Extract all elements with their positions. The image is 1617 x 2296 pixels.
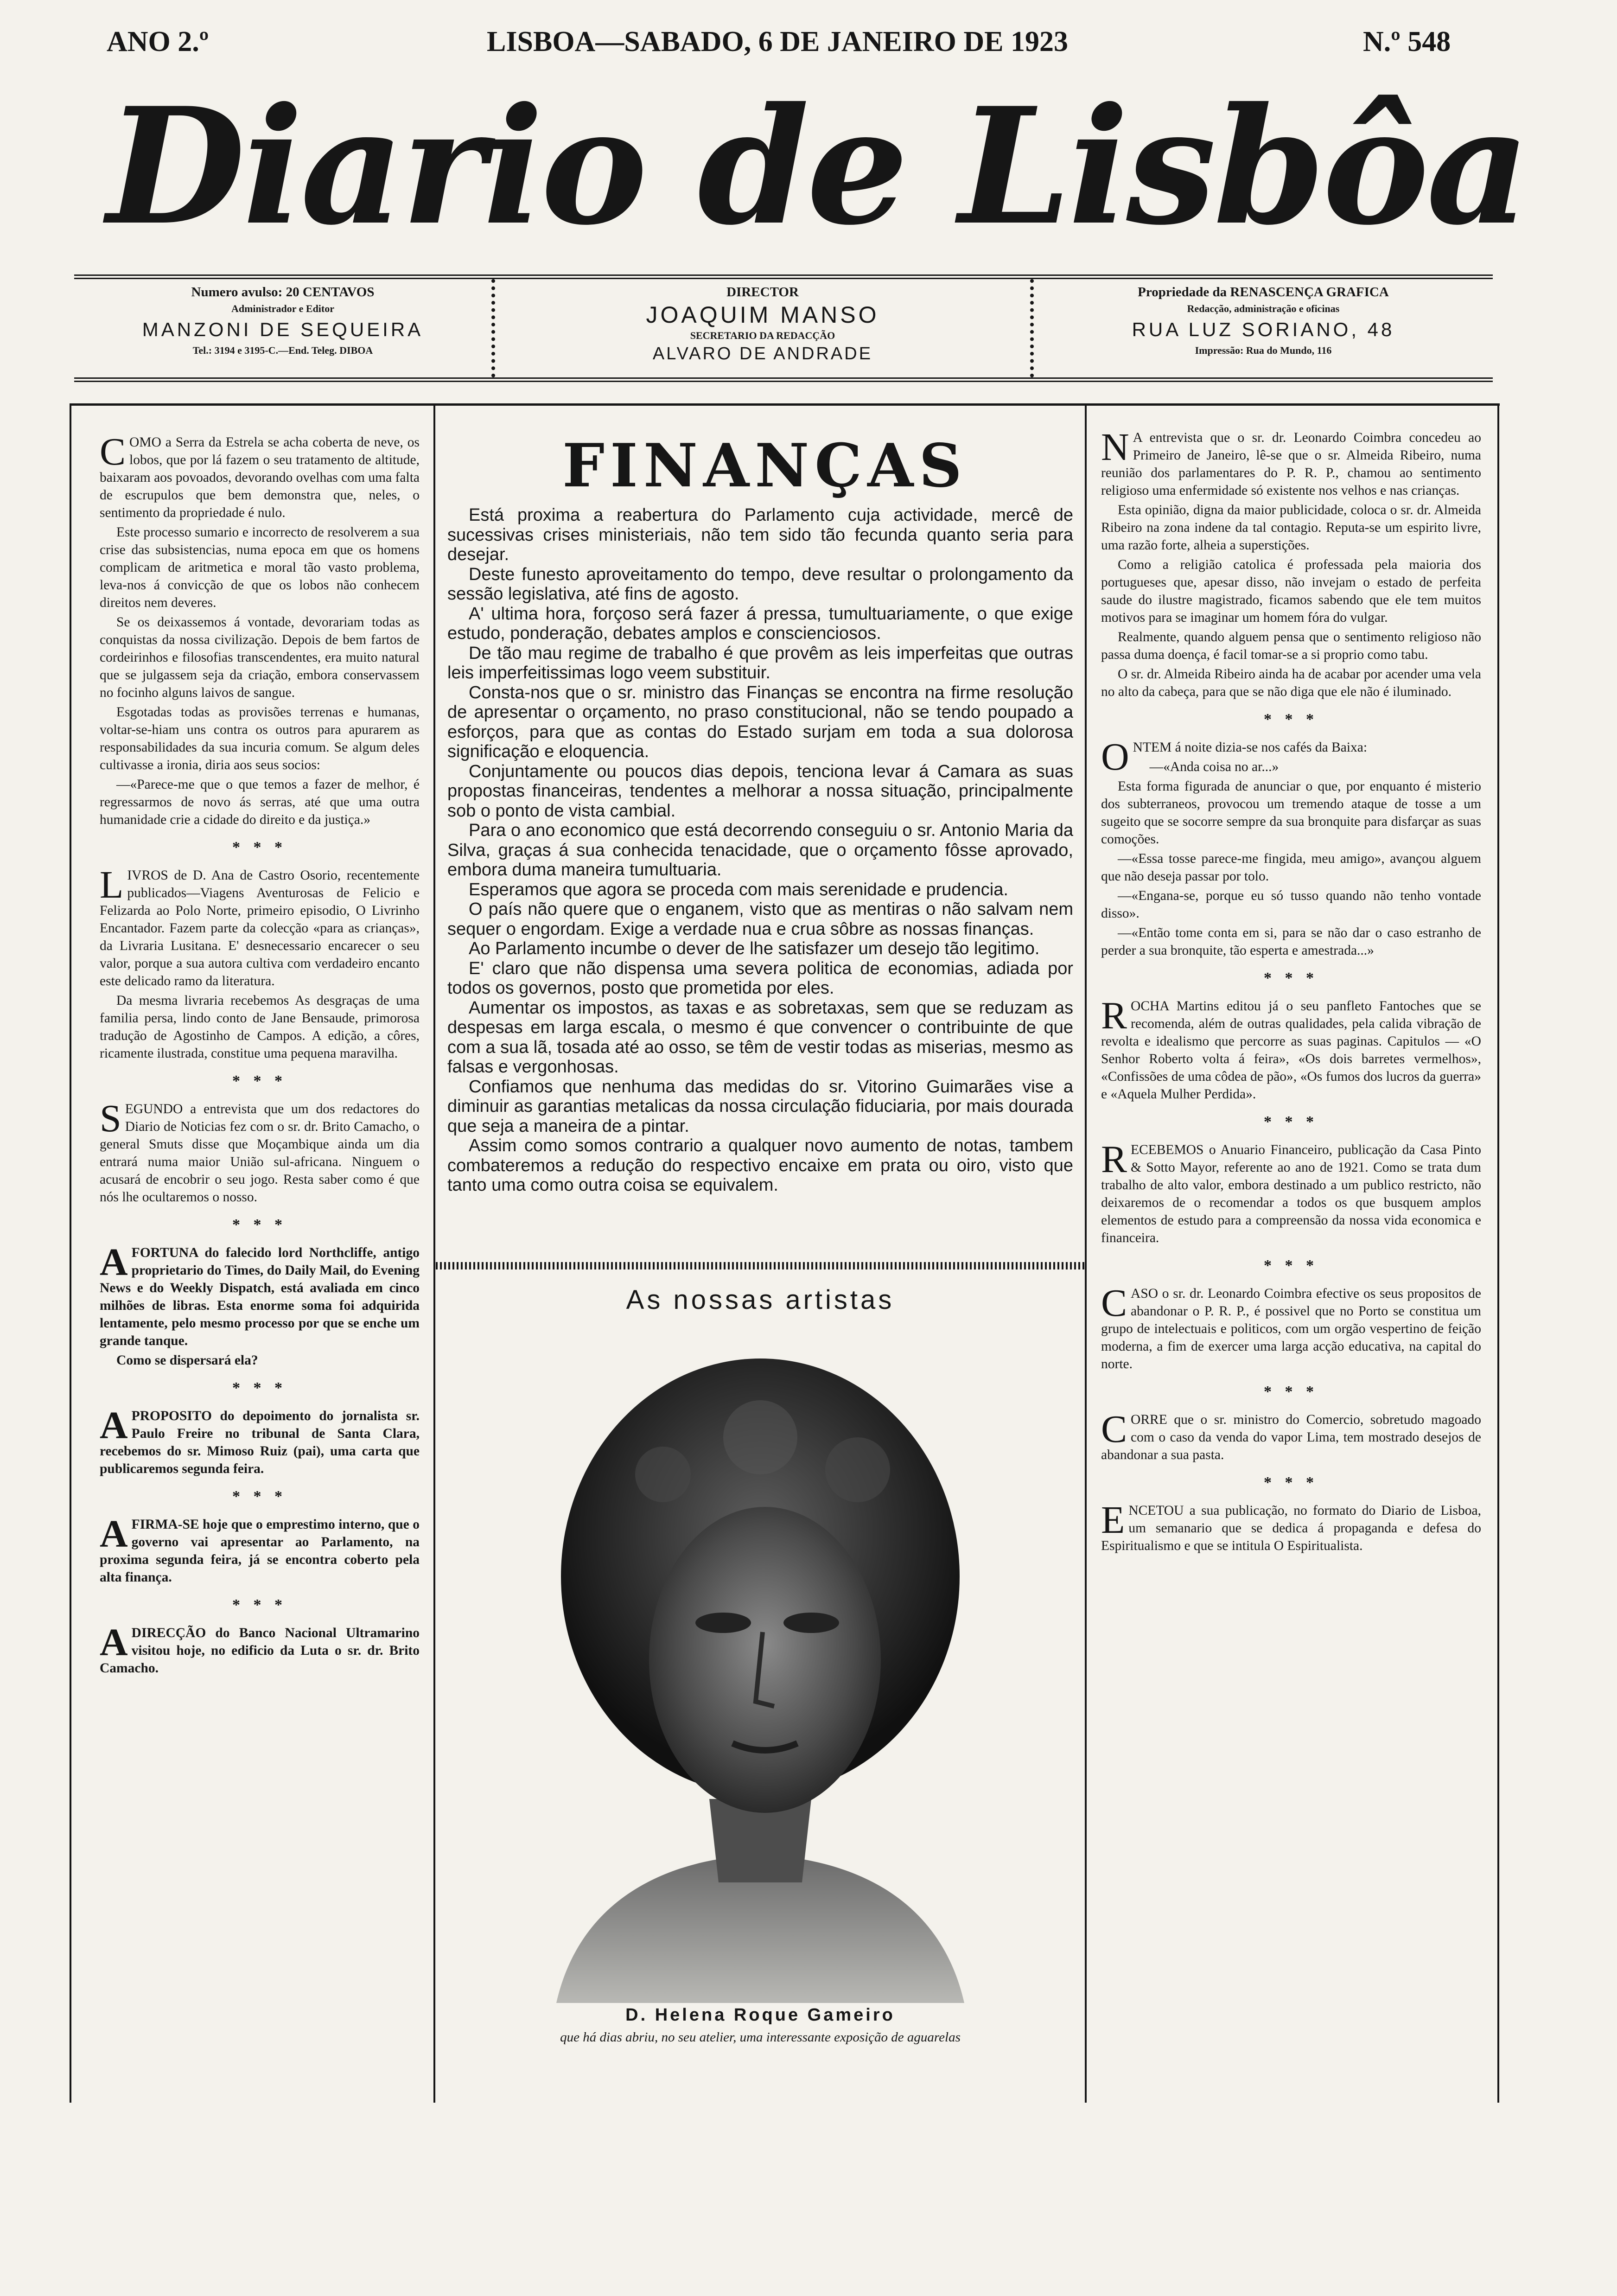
- right-column-item: [1101, 501, 1481, 554]
- paragraph-text: ASO o sr. dr. Leonardo Coimbra efective os seus propositos de abandonar o P. R. P., é possivel que no Porto se constitua um grupo de intelectuais e politicos, com um orgão vespertino de feição moderna, a fim de exercer uma larga acção educativa, na capital do norte.: [1101, 1286, 1481, 1371]
- paragraph-text: A entrevista que o sr. dr. Leonardo Coimbra concedeu ao Primeiro de Janeiro, lê-se que o sr. Almeida Ribeiro, numa reunião dos parlamentares do P. R. P., chamou ao sentimento religioso uma enfermidade só existente nos velhos e nas crianças.: [1101, 430, 1481, 498]
- issue-number: N.º 548: [1363, 26, 1451, 57]
- right-column-item: [1101, 887, 1481, 922]
- finance-paragraph: De tão mau regime de trabalho é que provêm as leis imperfeitas que outras leis imperfeitissimas logo veem substituir.: [447, 643, 1073, 682]
- paragraph-text: —«Parece-me que o que temos a fazer de melhor, é regressarmos de novo ás serras, até que uma outra humanidade crie a cidade do direito e da justiça.»: [100, 777, 420, 827]
- secretary-name: ALVARO DE ANDRADE: [652, 344, 873, 364]
- section-separator: * * *: [232, 1596, 287, 1614]
- right-column-item: [1101, 1138, 1481, 1247]
- dateline-bar: [70, 26, 1502, 67]
- section-separator: * * *: [1264, 969, 1318, 987]
- drop-cap: S: [100, 1097, 121, 1140]
- paragraph-text: OMO a Serra da Estrela se acha coberta de neve, os lobos, que por lá fazem o seu tratamento de altitude, baixaram aos povoados, devorando ovelhas com uma falta de escrupulos que bem demonstra que, neles, o sentimento da propriedade é nulo.: [100, 435, 420, 520]
- drop-cap: A: [100, 1512, 128, 1556]
- admin-name: MANZONI DE SEQUEIRA: [142, 319, 424, 340]
- drop-cap: A: [100, 1241, 128, 1284]
- drop-cap: C: [100, 430, 126, 473]
- paragraph-text: EGUNDO a entrevista que um dos redactores do Diario de Noticias fez com o sr. dr. Brito Camacho, o general Smuts disse que Moçambique ainda um dia entrará numa maior União sul-africana. Ninguem o acusará de encobrir o seu jogo. Resta saber como é que nós lhe ocultaremos o nosso.: [100, 1102, 420, 1205]
- finance-paragraph: Aumentar os impostos, as taxas e as sobretaxas, sem que se reduzam as despesas em larga escala, o mesmo é que convencer o contribuinte de que com a sua lã, tosada até ao osso, se têm de vestir todas as miserias, mesmo as falsas e vergonhosas.: [447, 998, 1073, 1077]
- left-column-item: [100, 1621, 420, 1677]
- finance-paragraph: Assim como somos contrario a qualquer novo aumento de notas, tambem combateremos a redução do respectivo encaixe em prata ou oiro, visto que tanto uma como outra coisa se equivalem.: [447, 1136, 1073, 1195]
- section-separator: * * *: [232, 1488, 287, 1505]
- finance-paragraph: Deste funesto aproveitamento do tempo, deve resultar o prolongamento da sessão legislativa, até fins de agosto.: [447, 564, 1073, 604]
- left-column-item: [100, 523, 420, 612]
- paragraph-text: —«Então tome conta em si, para se não dar o caso estranho de perder a sua bronquite, tão esperta e amestrada...»: [1101, 925, 1481, 958]
- left-column-item: [100, 613, 420, 702]
- finance-paragraph: A' ultima hora, forçoso será fazer á pressa, tumultuariamente, o que exige estudo, ponderação, debates amplos e conscienciosos.: [447, 604, 1073, 643]
- section-separator: * * *: [232, 1216, 287, 1233]
- drop-cap: O: [1101, 735, 1129, 778]
- right-column-item: [1101, 1282, 1481, 1373]
- paragraph-text: FORTUNA do falecido lord Northcliffe, antigo proprietario do Times, do Daily Mail, do Evening News e do Weekly Dispatch, está avaliada em cinco milhões de libras. Esta enorme soma foi adquirida lentamente, pelo mesmo processo por que se enche um grande tanque.: [100, 1245, 420, 1348]
- drop-cap: L: [100, 863, 124, 906]
- paragraph-text: —«Essa tosse parece-me fingida, meu amigo», avançou alguem que não deseja passar por tolo.: [1101, 851, 1481, 884]
- drop-cap: E: [1101, 1499, 1125, 1542]
- paragraph-text: DIRECÇÃO do Banco Nacional Ultramarino visitou hoje, no edificio da Luta o sr. dr. Brito Camacho.: [100, 1626, 420, 1676]
- section-separator: * * *: [1264, 1113, 1318, 1130]
- left-column-item: [100, 863, 420, 990]
- finance-headline: FINANÇAS: [562, 431, 968, 501]
- paragraph-text: —«Anda coisa no ar...»: [1149, 759, 1279, 774]
- column-divider-right: [1085, 406, 1087, 2103]
- section-separator: * * *: [1264, 1474, 1318, 1491]
- drop-cap: N: [1101, 426, 1129, 469]
- right-column-item: [1101, 1499, 1481, 1555]
- paragraph-text: NCETOU a sua publicação, no formato do Diario de Lisboa, um semanario que se dedica á propaganda e defesa do Espiritualismo e que se intitula O Espiritualista.: [1101, 1503, 1481, 1553]
- right-column: [1101, 426, 1481, 1556]
- director-name: JOAQUIM MANSO: [646, 302, 879, 328]
- finance-article: [447, 505, 1073, 1195]
- left-column-item: [100, 1512, 420, 1586]
- paragraph-text: Realmente, quando alguem pensa que o sentimento religioso não passa duma doença, é facil tomar-se a si proprio como tabu.: [1101, 630, 1481, 662]
- section-separator: * * *: [232, 839, 287, 856]
- drop-cap: C: [1101, 1408, 1127, 1451]
- right-column-item: [1101, 850, 1481, 885]
- price-text: Numero avulso: 20 CENTAVOS: [191, 285, 375, 300]
- paragraph-text: —«Engana-se, porque eu só tusso quando não tenho vontade disso».: [1101, 888, 1481, 921]
- artists-heading: As nossas artistas: [626, 1285, 895, 1315]
- right-column-item: [1101, 665, 1481, 701]
- right-border-rule: [1497, 406, 1499, 2103]
- right-column-item: [1101, 556, 1481, 626]
- paragraph-text: ORRE que o sr. ministro do Comercio, sobretudo magoado com o caso da venda do vapor Lima, tem mostrado desejos de abandonar a sua pasta.: [1101, 1412, 1481, 1462]
- masthead-title: Diario de Lisbôa: [107, 73, 1528, 261]
- paragraph-text: Esgotadas todas as provisões terrenas e humanas, voltar-se-hiam uns contra os outros para apurarem as responsabilidades da sua incuria comum. Se algum deles cultivasse a ironia, diria aos seus socios:: [100, 705, 420, 772]
- column-divider-left: [433, 406, 435, 2103]
- left-column-item: [100, 992, 420, 1062]
- left-column-item: [100, 1241, 420, 1350]
- paragraph-text: OCHA Martins editou já o seu panfleto Fantoches que se recomenda, além de outras qualidades, pela calida vibração de revolta e idealismo que percorre as suas paginas. Capitulos — «O Senhor Roberto volta á feira», «Os dois barretes vermelhos», «Confissões de uma côdea de pão», «Os fumos dos lucros da guerra» e «Aquela Mulher Perdida».: [1101, 999, 1481, 1102]
- finance-paragraph: Para o ano economico que está decorrendo conseguiu o sr. Antonio Maria da Silva, graças á sua conhecida tenacidade, que o orçamento fôsse aprovado, embora duma maneira tumultuaria.: [447, 821, 1073, 880]
- left-column-item: [100, 1404, 420, 1478]
- portrait-photo: [524, 1335, 997, 2003]
- portrait-caption-text: que há dias abriu, no seu atelier, uma interessante exposição de aguarelas: [560, 2030, 961, 2045]
- portrait-illustration: [524, 1335, 997, 2003]
- info-right: [1034, 279, 1493, 377]
- finance-paragraph: E' claro que não dispensa uma severa politica de economias, adiada por todos os governos, posto que prometida por eles.: [447, 958, 1073, 998]
- left-column: [100, 430, 420, 1679]
- paragraph-text: Como se dispersará ela?: [116, 1353, 258, 1368]
- left-column-item: [100, 1352, 420, 1369]
- right-column-item: [1101, 924, 1481, 959]
- center-separator: [436, 1262, 1085, 1269]
- finance-paragraph: Ao Parlamento incumbe o dever de lhe satisfazer um desejo tão legitimo.: [469, 939, 1040, 958]
- admin-label: Administrador e Editor: [231, 303, 335, 314]
- paragraph-text: NTEM á noite dizia-se nos cafés da Baixa:: [1133, 740, 1368, 755]
- left-column-item: [100, 776, 420, 829]
- info-left: [74, 279, 491, 377]
- finance-paragraph: Esperamos que agora se proceda com mais serenidade e prudencia.: [469, 880, 1008, 899]
- contacts-text: Tel.: 3194 e 3195-C.—End. Teleg. DIBOA: [192, 344, 373, 356]
- info-bar: [74, 274, 1493, 382]
- paragraph-text: IVROS de D. Ana de Castro Osorio, recentemente publicados—Viagens Aventurosas de Felicio e Felizarda ao Polo Norte, primeiro episodio, O Livrinho Encantador. Fazem parte da colecção «para as crianças», da Livraria Lusitana. E' desnecessario encarecer o seu valor, porque a sua autora cultiva com verdadeiro encanto este delicado ramo da literatura.: [100, 868, 420, 989]
- right-column-item: [1101, 758, 1481, 776]
- drop-cap: R: [1101, 1138, 1127, 1181]
- address-text: RUA LUZ SORIANO, 48: [1132, 319, 1395, 340]
- info-center: [491, 279, 1034, 377]
- right-column-item: [1101, 426, 1481, 499]
- director-label: DIRECTOR: [726, 285, 799, 300]
- drop-cap: A: [100, 1621, 128, 1664]
- owner-text: Propriedade da RENASCENÇA GRAFICA: [1138, 285, 1389, 300]
- paragraph-text: Esta forma figurada de anunciar o que, por enquanto é misterio dos subterraneos, provocou um tremendo ataque de tosse a um sugeito que se socorre sempre da sua bronquite para disfarçar as suas comoções.: [1101, 779, 1481, 847]
- left-column-item: [100, 703, 420, 774]
- paragraph-text: Se os deixassemos á vontade, devorariam todas as conquistas da nossa civilização. Depois de bem fartos de cordeirinhos e filosofias transcendentes, era muito natural que se julgassem seja da criação, embora conservassem no focinho alguns laivos de sangue.: [100, 615, 420, 700]
- right-column-item: [1101, 778, 1481, 848]
- section-separator: * * *: [1264, 1257, 1318, 1274]
- section-separator: * * *: [232, 1072, 287, 1090]
- drop-cap: A: [100, 1404, 128, 1447]
- printing-text: Impressão: Rua do Mundo, 116: [1195, 344, 1332, 356]
- finance-paragraph: Confiamos que nenhuma das medidas do sr. Vitorino Guimarães vise a diminuir as garantias metalicas da nossa circulação fiduciaria, por mais dourada que seja a maneira de a pintar.: [447, 1077, 1073, 1136]
- finance-paragraph: Consta-nos que o sr. ministro das Finanças se encontra na firme resolução de apresentar o orçamento, no praso constitucional, não se tendo poupado a esforços, para que as contas do Estado surjam em toda a sua dolorosa significação e eloquencia.: [447, 682, 1073, 761]
- office-label: Redacção, administração e oficinas: [1187, 303, 1340, 314]
- left-border-rule: [70, 406, 71, 2103]
- drop-cap: R: [1101, 994, 1127, 1037]
- secretary-label: SECRETARIO DA REDACÇÃO: [690, 330, 835, 341]
- section-separator: * * *: [232, 1379, 287, 1397]
- section-separator: * * *: [1264, 1383, 1318, 1400]
- right-column-item: [1101, 994, 1481, 1103]
- paragraph-text: PROPOSITO do depoimento do jornalista sr. Paulo Freire no tribunal de Santa Clara, recebemos do sr. Mimoso Ruiz (pai), uma carta que publicaremos segunda feira.: [100, 1409, 420, 1476]
- paragraph-text: FIRMA-SE hoje que o emprestimo interno, que o governo vai apresentar ao Parlamento, na proxima segunda feira, já se encontra coberto pela alta finança.: [100, 1517, 420, 1585]
- date-label: LISBOA—SABADO, 6 DE JANEIRO DE 1923: [487, 26, 1068, 57]
- paragraph-text: Este processo sumario e incorrecto de resolverem a sua crise das subsistencias, numa epoca em que os homens complicam de aritmetica e moral tão vasto problema, leva-nos á convicção de que os lobos não conhecem direitos nem deveres.: [100, 525, 420, 610]
- paragraph-text: ECEBEMOS o Anuario Financeiro, publicação da Casa Pinto & Sotto Mayor, referente ao ano de 1921. Como se trata dum trabalho de alto valor, embora destinado a um publico restricto, não deixaremos de o recomendar a todos os que busquem amplos elementos de estudo para a compreensão da nossa vida economica e financeira.: [1101, 1142, 1481, 1245]
- finance-paragraph: Está proxima a reabertura do Parlamento cuja actividade, mercê de sucessivas crises ministeriais, não tem sido tão fecunda quanto seria para desejar.: [447, 505, 1073, 564]
- drop-cap: C: [1101, 1282, 1127, 1325]
- paragraph-text: Como a religião catolica é professada pela maioria dos portugueses que, apesar disso, não invejam o estado de perfeita saude do ilustre magistrado, ficamos sabendo que ele tem muitos motivos para se imaginar um homem fóra do vulgar.: [1101, 557, 1481, 625]
- left-column-item: [100, 1097, 420, 1206]
- paragraph-text: Esta opinião, digna da maior publicidade, coloca o sr. dr. Almeida Ribeiro na zona indene da tal contagio. Reputa-se um espirito livre, uma razão forte, alheia a superstições.: [1101, 503, 1481, 553]
- paragraph-text: Da mesma livraria recebemos As desgraças de uma familia persa, lindo conto de Jane Bensaude, primorosa tradução de Agostinho de Campos. A edição, a côres, ricamente ilustrada, constitue uma pequena maravilha.: [100, 993, 420, 1061]
- right-column-item: [1101, 1408, 1481, 1464]
- right-column-item: [1101, 628, 1481, 663]
- year-label: ANO 2.º: [107, 26, 209, 57]
- finance-paragraph: O país não quere que o enganem, visto que as mentiras o não salvam nem sequer o engordam. Exige a verdade nua e crua sôbre as nossas finanças.: [447, 899, 1073, 939]
- portrait-caption-name: D. Helena Roque Gameiro: [625, 2005, 895, 2025]
- left-column-item: [100, 430, 420, 522]
- paragraph-text: O sr. dr. Almeida Ribeiro ainda ha de acabar por acender uma vela no alto da cabeça, para que se não diga que ele não é iluminado.: [1101, 667, 1481, 699]
- content-top-rule: [70, 403, 1500, 406]
- section-separator: * * *: [1264, 711, 1318, 728]
- finance-paragraph: Conjuntamente ou poucos dias depois, tenciona levar á Camara as suas propostas financeiras, tendentes a melhorar a nossa situação, principalmente sob o ponto de vista cambial.: [447, 761, 1073, 821]
